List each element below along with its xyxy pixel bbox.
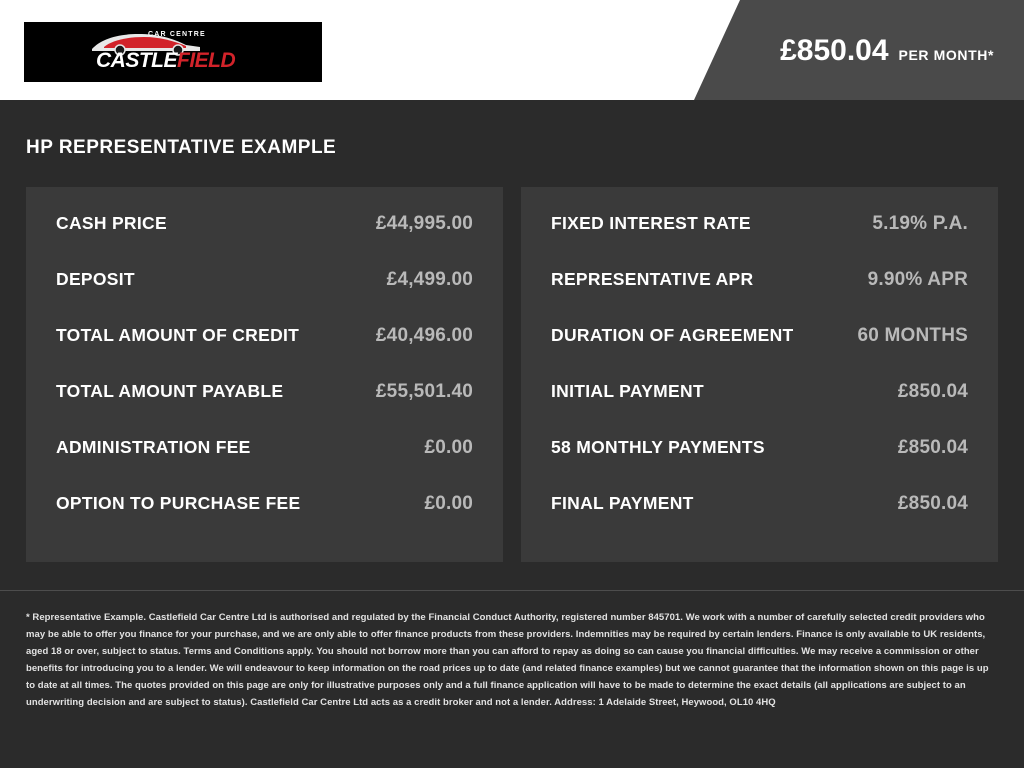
logo-top-text: CAR CENTRE <box>148 31 206 38</box>
logo-word-castle: CASTLE <box>96 49 177 72</box>
logo-wordmark <box>96 50 235 72</box>
page-title: HP REPRESENTATIVE EXAMPLE <box>26 137 337 158</box>
dealer-logo[interactable] <box>24 22 322 82</box>
price-banner-content <box>780 34 994 68</box>
table-row <box>56 381 473 437</box>
page-header <box>0 0 1024 100</box>
row-label: ADMINISTRATION FEE <box>56 437 251 457</box>
row-label: OPTION TO PURCHASE FEE <box>56 493 301 513</box>
table-row <box>551 269 968 325</box>
row-label: REPRESENTATIVE APR <box>551 269 754 289</box>
row-label: 58 MONTHLY PAYMENTS <box>551 437 765 457</box>
row-value: £850.04 <box>897 437 968 458</box>
row-value: £850.04 <box>897 493 968 514</box>
row-value: £55,501.40 <box>375 381 473 402</box>
monthly-price-period: PER MONTH* <box>898 47 994 63</box>
table-row <box>56 437 473 493</box>
table-row <box>551 325 968 381</box>
table-row <box>56 325 473 381</box>
row-label: DEPOSIT <box>56 269 135 289</box>
row-value: £4,499.00 <box>386 269 473 290</box>
row-value: 9.90% APR <box>867 269 968 290</box>
table-row <box>56 493 473 549</box>
row-label: FINAL PAYMENT <box>551 493 694 513</box>
row-value: £44,995.00 <box>375 213 473 234</box>
row-label: TOTAL AMOUNT PAYABLE <box>56 381 284 401</box>
row-value: £0.00 <box>424 493 473 514</box>
row-value: 5.19% P.A. <box>872 213 968 234</box>
row-label: CASH PRICE <box>56 213 167 233</box>
monthly-price-amount: £850.04 <box>780 34 889 67</box>
row-label: TOTAL AMOUNT OF CREDIT <box>56 325 300 345</box>
row-label: INITIAL PAYMENT <box>551 381 704 401</box>
row-label: DURATION OF AGREEMENT <box>551 325 794 345</box>
finance-details <box>26 187 998 562</box>
row-value: £850.04 <box>897 381 968 402</box>
table-row <box>56 269 473 325</box>
logo-word-field: FIELD <box>177 49 236 72</box>
row-value: £0.00 <box>424 437 473 458</box>
right-detail-panel <box>521 187 998 562</box>
row-value: £40,496.00 <box>375 325 473 346</box>
table-row <box>551 213 968 269</box>
table-row <box>56 213 473 269</box>
logo-inner <box>78 26 268 78</box>
table-row <box>551 493 968 549</box>
table-row <box>551 437 968 493</box>
left-detail-panel <box>26 187 503 562</box>
row-label: FIXED INTEREST RATE <box>551 213 751 233</box>
footer <box>0 590 1024 711</box>
table-row <box>551 381 968 437</box>
row-value: 60 MONTHS <box>857 325 968 346</box>
disclaimer-text: * Representative Example. Castlefield Car Centre Ltd is authorised and regulated by the Financial Conduct Authority, registered number 845701. We work with a number of carefully selected credit providers who may be able to offer you finance for your purchase, and we are only able to offer finance products from these providers. Indemnities may be required by certain lenders. Finance is only available to UK residents, aged 18 or over, subject to status. Terms and Conditions apply. You should not borrow more than you can afford to repay as doing so can cause you financial difficulties. We may receive a commission or other benefits for introducing you to a lender. We will endeavour to keep information on the road prices up to date (and related finance examples) but we cannot guarantee that the information shown on this page is up to date at all times. The quotes provided on this page are only for illustrative purposes only and a full finance application will have to be made to determine the exact details (all applications are subject to an underwriting decision and are subject to status). Castlefield Car Centre Ltd acts as a credit broker and not a lender. Address: 1 Adelaide Street, Heywood, OL10 4HQ <box>26 612 989 708</box>
